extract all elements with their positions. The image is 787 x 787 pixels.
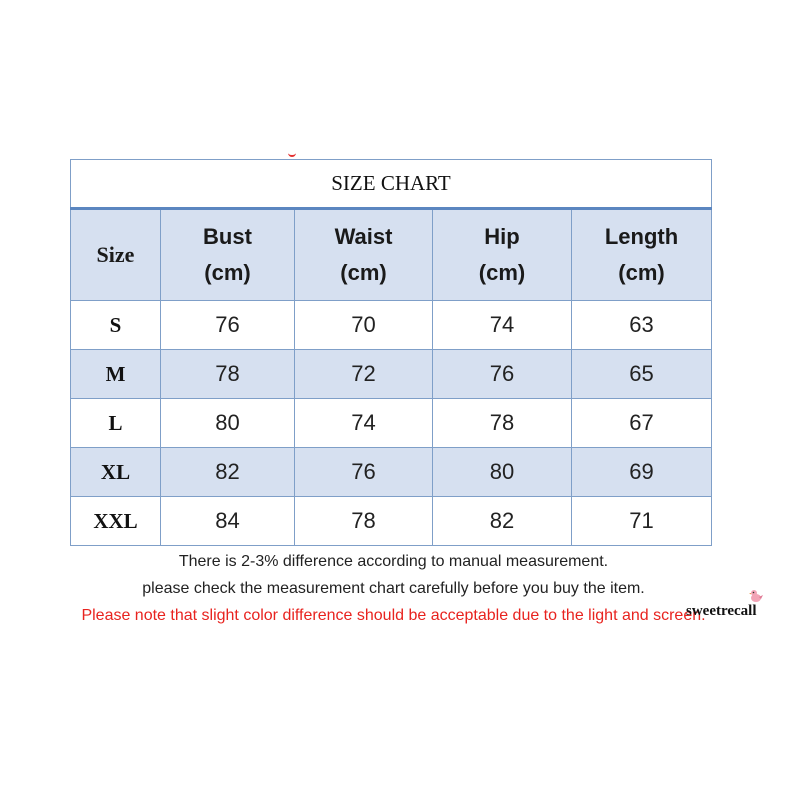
brand-watermark: sweetrecall xyxy=(686,603,757,619)
waist-cell: 74 xyxy=(295,399,433,448)
header-length xyxy=(572,209,712,301)
waist-cell: 76 xyxy=(295,448,433,497)
hip-cell: 74 xyxy=(433,301,572,350)
size-cell: XL xyxy=(71,448,161,497)
bird-icon xyxy=(748,588,764,604)
table-row xyxy=(71,399,712,448)
header-bust-label: Bust xyxy=(203,224,252,249)
header-bust-unit: (cm) xyxy=(204,260,251,285)
length-cell: 71 xyxy=(572,497,712,546)
header-row xyxy=(71,209,712,301)
hip-cell: 76 xyxy=(433,350,572,399)
bust-cell: 80 xyxy=(161,399,295,448)
table-row xyxy=(71,448,712,497)
chart-title: SIZE CHART xyxy=(71,160,712,209)
header-waist-label: Waist xyxy=(334,224,393,249)
bust-cell: 78 xyxy=(161,350,295,399)
header-bust xyxy=(161,209,295,301)
table-row xyxy=(71,301,712,350)
table-row xyxy=(71,350,712,399)
color-difference-note: Please note that slight color difference should be acceptable due to the light and screen. xyxy=(81,607,706,624)
length-cell: 67 xyxy=(572,399,712,448)
size-cell: L xyxy=(71,399,161,448)
header-waist-unit: (cm) xyxy=(340,260,387,285)
check-chart-note: please check the measurement chart carefully before you buy the item. xyxy=(142,580,645,597)
length-cell: 69 xyxy=(572,448,712,497)
waist-cell: 72 xyxy=(295,350,433,399)
length-cell: 63 xyxy=(572,301,712,350)
header-hip-unit: (cm) xyxy=(478,260,526,285)
size-cell: M xyxy=(71,350,161,399)
size-cell: S xyxy=(71,301,161,350)
bust-cell: 82 xyxy=(161,448,295,497)
length-cell: 65 xyxy=(572,350,712,399)
bust-cell: 84 xyxy=(161,497,295,546)
waist-cell: 78 xyxy=(295,497,433,546)
measurement-note: There is 2-3% difference according to manual measurement. xyxy=(178,553,609,570)
header-length-label: Length xyxy=(604,224,679,249)
decorative-red-mark xyxy=(288,150,296,157)
size-cell: XXL xyxy=(71,497,161,546)
header-hip xyxy=(433,209,572,301)
table-row xyxy=(71,497,712,546)
hip-cell: 78 xyxy=(433,399,572,448)
hip-cell: 80 xyxy=(433,448,572,497)
hip-cell: 82 xyxy=(433,497,572,546)
size-chart-table xyxy=(70,159,712,546)
header-length-unit: (cm) xyxy=(618,260,665,285)
header-hip-label: Hip xyxy=(484,224,520,249)
waist-cell: 70 xyxy=(295,301,433,350)
header-waist xyxy=(295,209,433,301)
bust-cell: 76 xyxy=(161,301,295,350)
header-size: Size xyxy=(71,209,161,301)
